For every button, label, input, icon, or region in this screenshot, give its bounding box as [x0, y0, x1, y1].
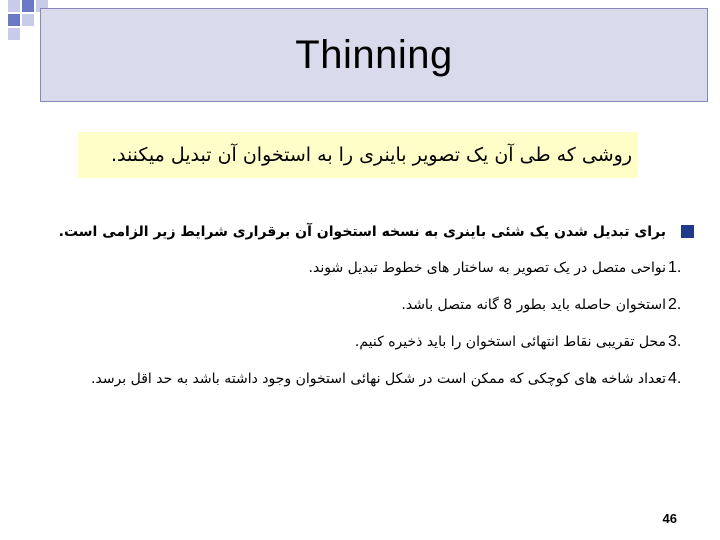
- slide-title: Thinning: [295, 32, 453, 77]
- list-item: [40, 332, 696, 352]
- list-item-text: محل تقریبی نقاط انتهائی استخوان را باید ذخیره کنیم.: [354, 334, 666, 350]
- list-item-text: تعداد شاخه های کوچکی که ممکن است در شکل نهائی استخوان وجود داشته باشد به حد اقل برسد.: [91, 371, 666, 387]
- list-number: 3.: [668, 333, 682, 350]
- square-bullet-icon: [681, 225, 694, 238]
- list-number: 2.: [668, 296, 682, 313]
- page-number: 46: [662, 511, 677, 526]
- subtitle-highlight: روشی که طی آن یک تصویر باینری را به استخوان آن تبدیل میکنند.: [78, 132, 638, 178]
- list-item-text: نواحی متصل در یک تصویر به ساختار های خطوط تبدیل شوند.: [308, 260, 666, 276]
- list-item: [40, 258, 696, 278]
- list-item-text: استخوان حاصله باید بطور 8 گانه متصل باشد.: [401, 297, 666, 313]
- title-box: [40, 8, 708, 102]
- list-number: 1.: [668, 259, 682, 276]
- list-number: 4.: [668, 370, 682, 387]
- slide-content: [40, 222, 696, 406]
- list-item: [40, 369, 696, 389]
- list-item: [40, 295, 696, 315]
- intro-bullet: [40, 222, 696, 242]
- intro-text: برای تبدیل شدن یک شئی باینری به نسخه استخوان آن برقراری شرایط زیر الزامی است.: [58, 224, 666, 240]
